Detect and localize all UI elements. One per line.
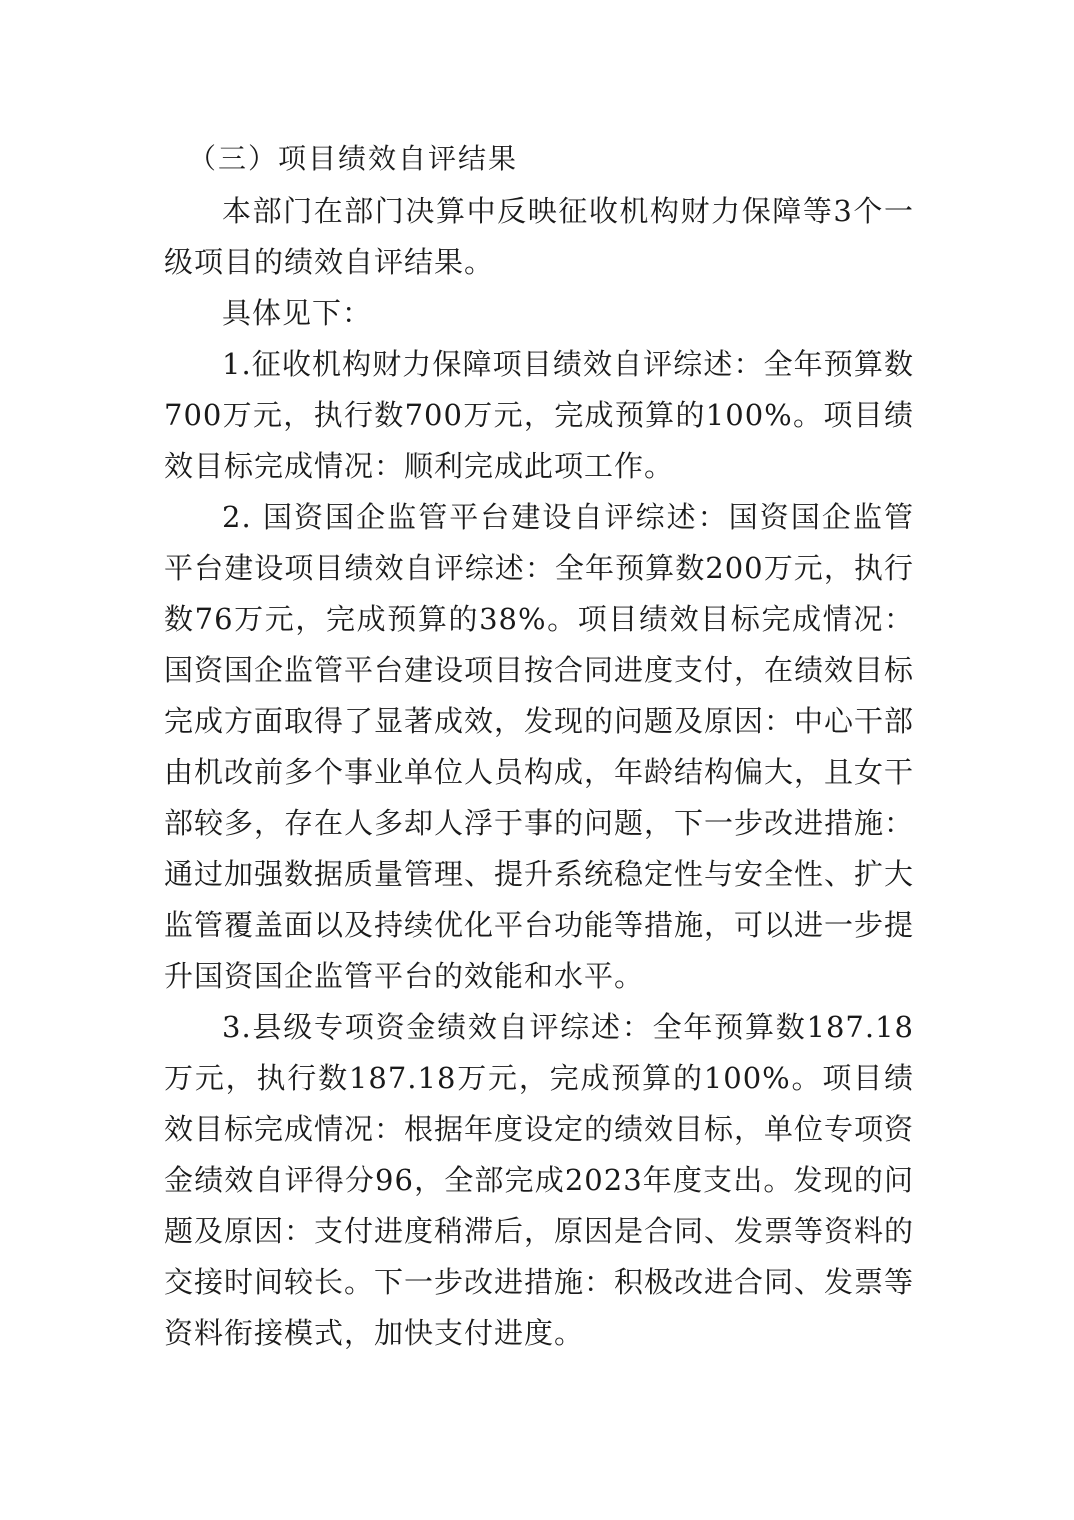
paragraph-item-3: 3.县级专项资金绩效自评综述：全年预算数187.18万元，执行数187.18万元，完成预算的100%。项目绩效目标完成情况：根据年度设定的绩效目标，单位专项资金绩效自评得分96，全部完成2023年度支出。发现的问题及原因：支付进度稍滞后，原因是合同、发票等资料的交接时间较长。下一步改进措施：积极改进合同、发票等资料衔接模式，加快支付进度。 bbox=[164, 1010, 915, 1350]
paragraph-intro: 本部门在部门决算中反映征收机构财力保障等3个一级项目的绩效自评结果。 bbox=[164, 194, 914, 279]
paragraph-details-label: 具体见下： bbox=[222, 296, 373, 330]
paragraph-item-1: 1.征收机构财力保障项目绩效自评综述：全年预算数700万元，执行数700万元，完成预算的100%。项目绩效目标完成情况：顺利完成此项工作。 bbox=[164, 347, 914, 483]
paragraph-item-2: 2. 国资国企监管平台建设自评综述：国资国企监管平台建设项目绩效自评综述：全年预算数200万元，执行数76万元，完成预算的38%。项目绩效目标完成情况：国资国企监管平台建设项目按合同进度支付，在绩效目标完成方面取得了显著成效，发现的问题及原因：中心干部由机改前多个事业单位人员构成，年龄结构偏大，且女干部较多，存在人多却人浮于事的问题，下一步改进措施：通过加强数据质量管理、提升系统稳定性与安全性、扩大监管覆盖面以及持续优化平台功能等措施，可以进一步提升国资国企监管平台的效能和水平。 bbox=[164, 500, 915, 993]
section-heading: （三）项目绩效自评结果 bbox=[188, 142, 519, 175]
document-body bbox=[164, 132, 914, 1359]
